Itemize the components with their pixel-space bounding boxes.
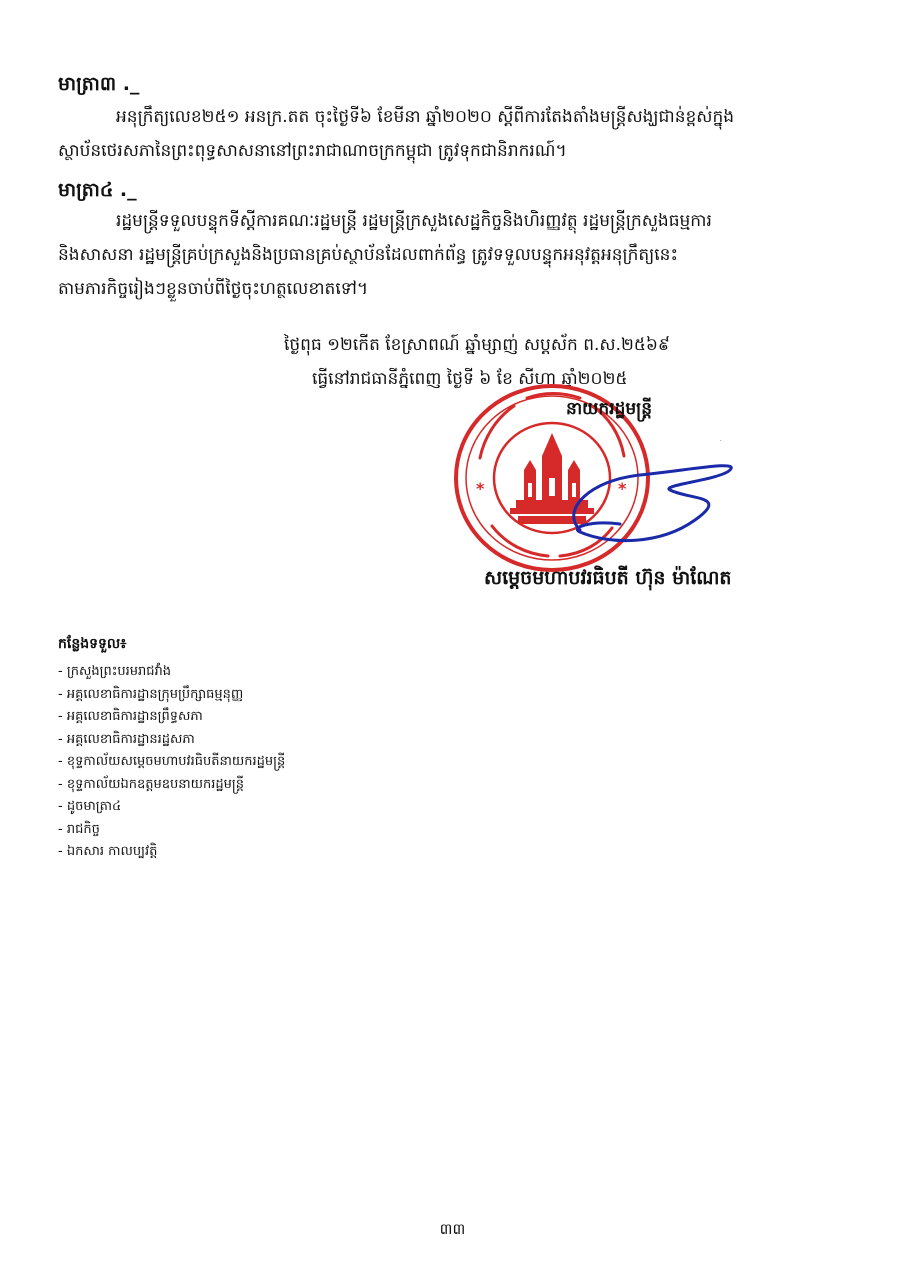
signer-name: សម្តេចមហាបវរធិបតី ហ៊ុន ម៉ាណែត xyxy=(484,567,732,589)
solar-date: ធ្វើនៅរាជធានីភ្នំពេញ ថ្ងៃទី ៦ ខែ សីហា ឆ្នាំ២០២៥ xyxy=(312,369,628,389)
recipient-item: - អគ្គលេខាធិការដ្ឋានក្រុមប្រឹក្សាធម្មនុញ្ញ xyxy=(58,686,244,702)
article-4-heading: មាត្រា៤ ._ xyxy=(58,179,137,201)
recipient-item: - ដូចមាត្រា៤ xyxy=(58,799,122,814)
page-number: ៣៣ xyxy=(439,1220,466,1238)
recipient-item: - អគ្គលេខាធិការដ្ឋានព្រឹទ្ធសភា xyxy=(58,709,203,724)
article-4-line: និងសាសនា រដ្ឋមន្ត្រីគ្រប់ក្រសួងនិងប្រធានគ្រប់ស្ថាប័នដែលពាក់ព័ន្ធ ត្រូវទទួលបន្ទុកអនុវត្តអនុក្រឹត្យនេះ xyxy=(58,245,678,265)
svg-text:*: * xyxy=(476,479,485,498)
article-3-line: ស្ថាប័នថេរសភានៃព្រះពុទ្ធសាសនានៅព្រះរាជាណាចក្រកម្ពុជា ត្រូវទុកជានិរាករណ៍។ xyxy=(58,141,567,161)
article-3-heading: មាត្រា៣ ._ xyxy=(58,73,140,95)
recipients-title: កន្លែងទទួល៖ xyxy=(58,636,127,652)
recipients-list xyxy=(58,634,285,864)
article-3-line: អនុក្រឹត្យលេខ២៥១ អនក្រ.តត ចុះថ្ងៃទី៦ ខែមីនា ឆ្នាំ២០២០ ស្តីពីការតែងតាំងមន្ត្រីសង្ឃជាន់ខ្ពស់ក្នុង xyxy=(116,107,735,127)
recipient-item: - អគ្គលេខាធិការដ្ឋានរដ្ឋសភា xyxy=(58,731,195,747)
svg-text:*: * xyxy=(618,479,627,498)
article-4-line: រដ្ឋមន្ត្រីទទួលបន្ទុកទីស្តីការគណៈរដ្ឋមន្ត្រី រដ្ឋមន្ត្រីក្រសួងសេដ្ឋកិច្ចនិងហិរញ្ញវត្ថុ រដ្ឋមន្ត្រីក្រសួងធម្មការ xyxy=(116,211,712,231)
article-3-body xyxy=(58,100,818,168)
recipient-item: - ក្រសួងព្រះបរមរាជវាំង xyxy=(58,664,172,679)
article-4-body xyxy=(58,204,818,306)
recipient-item: - ខុទ្ទកាល័យឯកឧត្តមឧបនាយករដ្ឋមន្ត្រី xyxy=(58,776,244,792)
handwritten-signature xyxy=(520,440,750,560)
recipient-item: - រាជកិច្ច xyxy=(58,821,100,837)
lunar-date: ថ្ងៃពុធ ១២កើត ខែស្រាពណ៍ ឆ្នាំម្សាញ់ សប្តស័ក ព.ស.២៥៦៩ xyxy=(284,335,670,355)
recipient-item: - ឯកសារ កាលប្បវត្តិ xyxy=(58,844,158,859)
article-4-line: តាមភារកិច្ចរៀងៗខ្លួនចាប់ពីថ្ងៃចុះហត្ថលេខាតទៅ។ xyxy=(58,279,369,299)
recipient-item: - ខុទ្ទកាល័យសម្តេចមហាបវរធិបតីនាយករដ្ឋមន្ត្រី xyxy=(58,754,286,769)
signer-title: នាយករដ្ឋមន្ត្រី xyxy=(566,399,652,419)
